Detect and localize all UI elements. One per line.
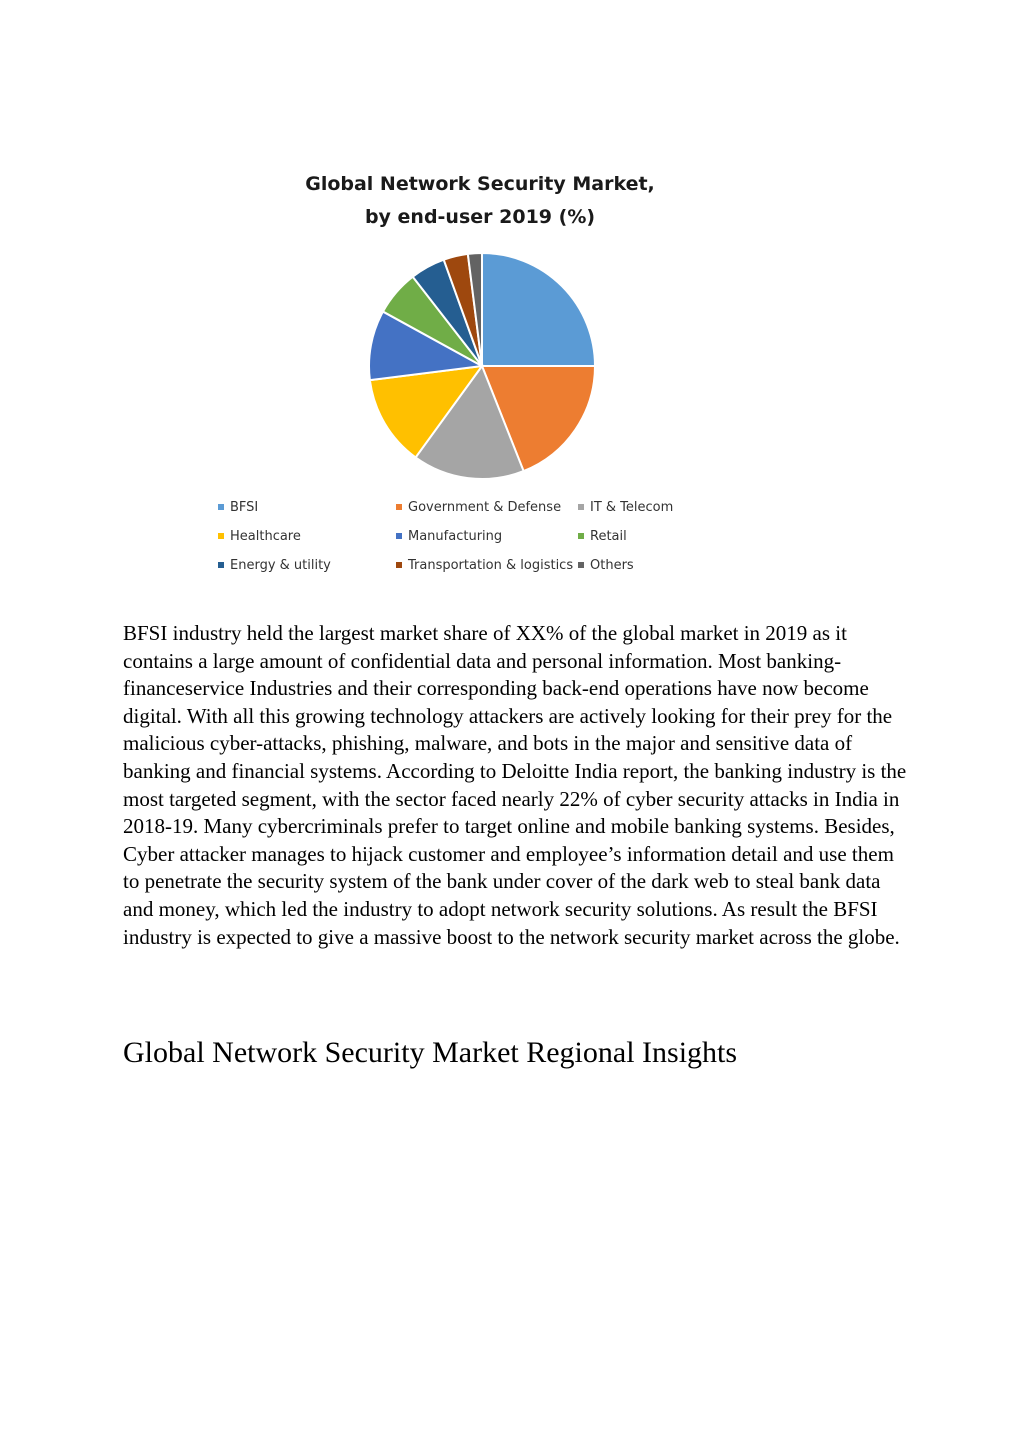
legend-label: Manufacturing — [408, 529, 503, 544]
legend-label: Government & Defense — [408, 500, 562, 515]
legend-swatch — [396, 533, 402, 539]
legend-item-transportation-logistics — [396, 555, 573, 577]
legend-item-bfsi — [218, 497, 258, 519]
legend-swatch — [578, 562, 584, 568]
legend-label: Retail — [590, 529, 627, 544]
legend-item-government-defense — [396, 497, 561, 519]
legend-swatch — [396, 504, 402, 510]
legend-swatch — [578, 504, 584, 510]
legend-swatch — [218, 504, 224, 510]
legend-label: Transportation & logistics — [408, 558, 574, 573]
legend-item-it-telecom — [578, 497, 673, 519]
legend-item-energy-utility — [218, 555, 331, 577]
legend-item-healthcare — [218, 526, 301, 548]
body-paragraph: BFSI industry held the largest market share of XX% of the global market in 2019 as it contains a large amount of confidential data and personal information. Most banking-financeservice Industries and their corresponding back-end operations have now become digital. With all this growing technology attackers are actively looking for their prey for the malicious cyber-attacks, phishing, malware, and bots in the major and sensitive data of banking and financial systems. According to Deloitte India report, the banking industry is the most targeted segment, with the sector faced nearly 22% of cyber security attacks in India in 2018-19. Many cybercriminals prefer to target online and mobile banking systems. Besides, Cyber attacker manages to hijack customer and employee’s information detail and use them to penetrate the security system of the bank under cover of the dark web to steal bank data and money, which led the industry to adopt network security solutions. As result the BFSI industry is expected to give a massive boost to the network security market across the globe. — [123, 621, 907, 949]
legend-item-manufacturing — [396, 526, 502, 548]
legend-label: Others — [590, 558, 634, 573]
legend-swatch — [218, 562, 224, 568]
chart-title-line-1: Global Network Security Market, — [305, 173, 655, 195]
legend-swatch — [396, 562, 402, 568]
section-heading: Global Network Security Market Regional Insights — [123, 1036, 738, 1069]
legend-swatch — [578, 533, 584, 539]
chart-title-line-2: by end-user 2019 (%) — [364, 206, 596, 228]
pie-chart — [360, 244, 604, 488]
legend-item-others — [578, 555, 634, 577]
legend-label: Energy & utility — [230, 558, 331, 573]
chart-title — [260, 168, 700, 234]
legend-label: Healthcare — [230, 529, 301, 544]
pie-slice-bfsi — [482, 253, 595, 366]
legend-label: IT & Telecom — [590, 500, 674, 515]
legend-item-retail — [578, 526, 627, 548]
legend-label: BFSI — [230, 500, 259, 515]
legend-swatch — [218, 533, 224, 539]
